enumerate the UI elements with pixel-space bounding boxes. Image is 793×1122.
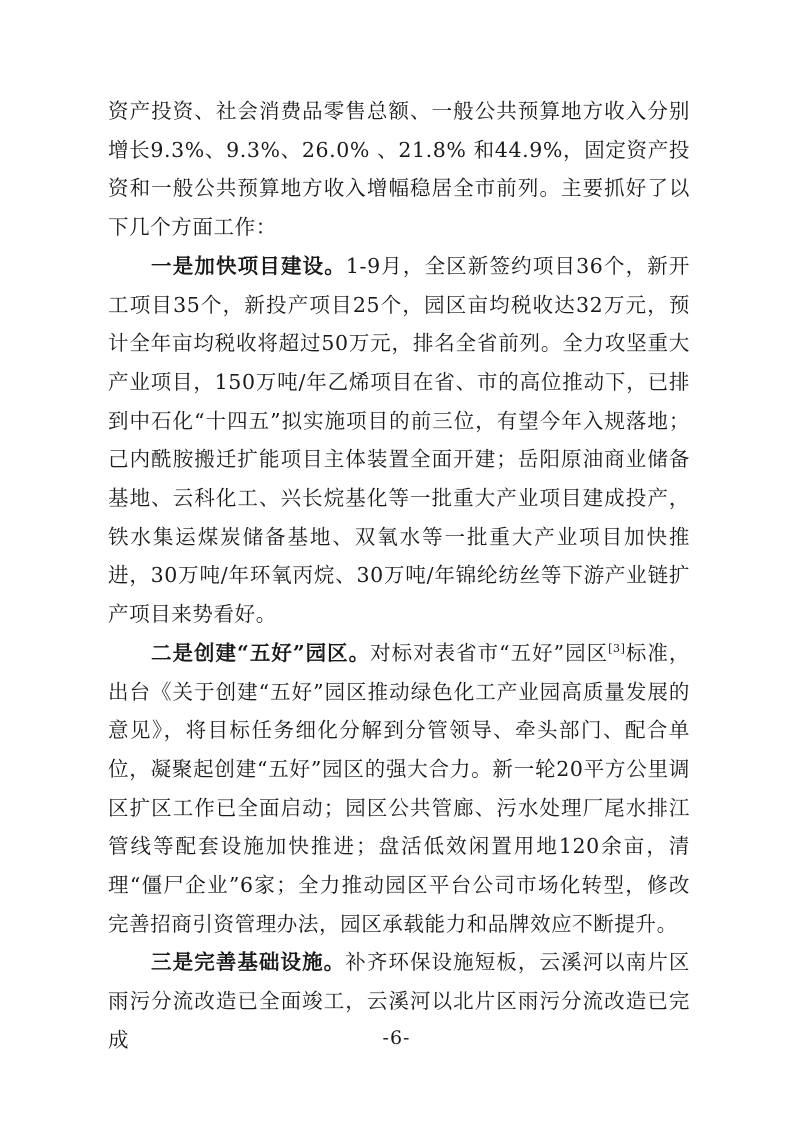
paragraph-text: 1-9月，全区新签约项目36个，新开工项目35个，新投产项目25个，园区亩均税收达32万元，预计全年亩均税收将超过50万元，排名全省前列。全力攻坚重大产业项目，150万吨/年乙烯项目在省、市的高位推动下，已排到中石化“十四五”拟实施项目的前三位，有望今年入规落地；己内酰胺搬迁扩能项目主体装置全面开建；岳阳原油商业储备基地、云科化工、兴长烷基化等一批重大产业项目建成投产，铁水集运煤炭储备基地、双氧水等一批重大产业项目加快推进，30万吨/年环氧丙烷、30万吨/年锦纶纺丝等下游产业链扩产项目来势看好。 <box>108 253 690 627</box>
paragraph-lead: 三是完善基础设施。 <box>151 950 346 975</box>
paragraph-text: 资产投资、社会消费品零售总额、一般公共预算地方收入分别增长9.3%、9.3%、26.0% 、21.8% 和44.9%，固定资产投资和一般公共预算地方收入增幅稳居全市前列。主要抓好了以下几个方面工作： <box>108 99 690 240</box>
paragraph-lead: 二是创建“五好”园区。 <box>151 640 371 665</box>
paragraph-project-construction <box>108 247 690 634</box>
paragraph-lead: 一是加快项目建设。 <box>151 253 346 278</box>
paragraph-intro <box>108 92 690 247</box>
paragraph-text: 补齐环保设施短板，云溪河以南片区雨污分流改造已全面竣工，云溪河以北片区雨污分流改造已完成 <box>108 950 690 1052</box>
paragraph-text: 对标对表省市“五好”园区 <box>370 640 609 665</box>
footnote-reference[interactable]: [3] <box>608 642 626 656</box>
page-number: -6- <box>382 1027 411 1049</box>
paragraph-five-good-park <box>108 634 690 944</box>
document-body <box>108 92 690 1060</box>
paragraph-text: 标准，出台《关于创建“五好”园区推动绿色化工产业园高质量发展的意见》，将目标任务细化分解到分管领导、牵头部门、配合单位，凝聚起创建“五好”园区的强大合力。新一轮20平方公里调区扩区工作已全面启动；园区公共管廊、污水处理厂尾水排江管线等配套设施加快推进；盘活低效闲置用地120余亩，清理“僵尸企业”6家；全力推动园区平台公司市场化转型，修改完善招商引资管理办法，园区承载能力和品牌效应不断提升。 <box>108 640 690 936</box>
